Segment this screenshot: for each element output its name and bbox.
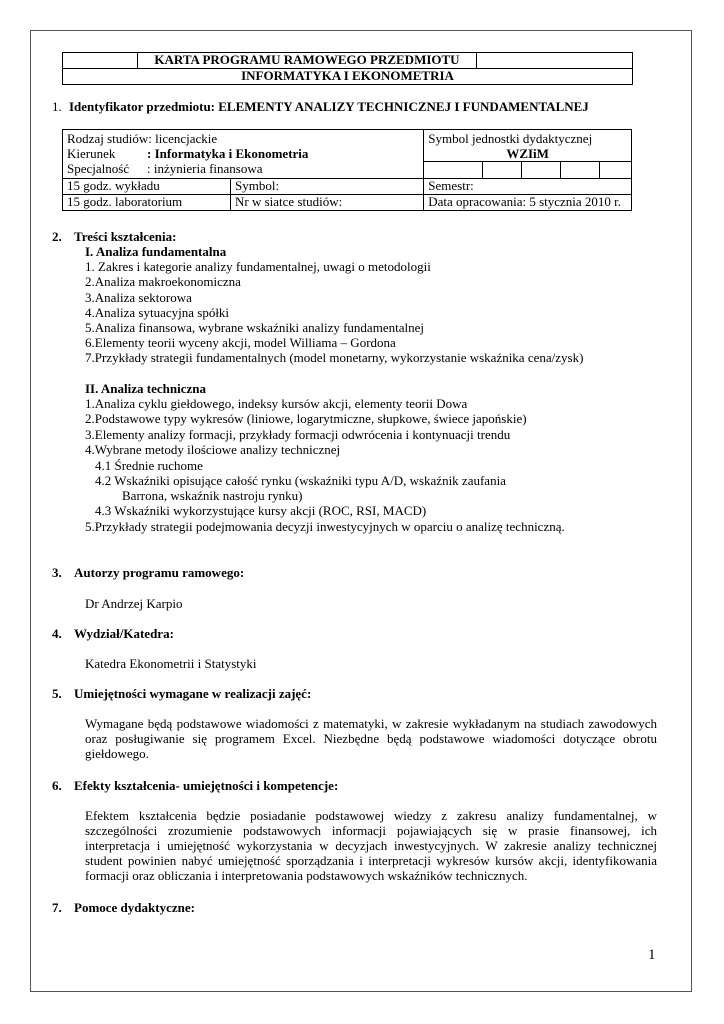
section-6-heading: [52, 778, 338, 794]
specjalnosc-label: Specjalność: [67, 161, 130, 176]
section-3-label: Autorzy programu ramowego:: [74, 565, 245, 580]
section-6-number: 6.: [52, 778, 62, 793]
date-field: Data opracowania: 5 stycznia 2010 r.: [424, 195, 632, 211]
list-subitem: 4.2 Wskaźniki opisujące całość rynku (wskaźniki typu A/D, wskaźnik zaufania: [95, 473, 506, 488]
header-blank-cell-right: [477, 53, 633, 69]
symbol-box: [483, 162, 522, 179]
study-info-cell: [63, 130, 424, 179]
symbol-box: [424, 162, 483, 179]
section-7-number: 7.: [52, 900, 62, 915]
outcomes-text: Efektem kształcenia będzie posiadanie podstawowej wiedzy z zakresu analizy fundamentalnej, w szczególności zrozumienie podstawowych informacji pojawiających się w prasie finansowej, ich interpretacja i umiejętność wykorzystania w decyzjach inwestycyjnych. W zakresie analizy technicznej student powinien nabyć umiejętność sporządzania i interpretacji wykresów kursów akcji, identyfikowania formacji oraz obliczania i interpretowania podstawowych wskaźników technicznych.: [85, 808, 657, 883]
part-2-title: II. Analiza techniczna: [85, 381, 206, 396]
hours-lecture: 15 godz. wykładu: [63, 179, 231, 195]
page-number: 1: [648, 947, 656, 963]
list-item: 2.Podstawowe typy wykresów (liniowe, logarytmiczne, słupkowe, świece japońskie): [85, 411, 527, 426]
rodzaj-studiow: Rodzaj studiów: licencjackie: [67, 131, 218, 146]
list-subitem: 4.3 Wskaźniki wykorzystujące kursy akcji (ROC, RSI, MACD): [95, 503, 427, 518]
authors-text: Dr Andrzej Karpio: [85, 596, 183, 611]
course-info-table: [62, 129, 632, 211]
requirements-text: Wymagane będą podstawowe wiadomości z matematyki, w zakresie wykładanym na studiach zawodowych oraz posługiwanie się programem Excel. Niezbędne będą podstawowe wiadomości dotyczące obrotu giełdowego.: [85, 716, 657, 761]
header-table: [62, 52, 633, 85]
list-subitem-continuation: Barrona, wskaźnik nastroju rynku): [122, 488, 303, 503]
list-item: 1.Analiza cyklu giełdowego, indeksy kursów akcji, elementy teorii Dowa: [85, 396, 468, 411]
section-2-heading: [52, 229, 176, 245]
part-1-title: I. Analiza fundamentalna: [85, 244, 227, 259]
header-title-2: INFORMATYKA I EKONOMETRIA: [63, 69, 633, 85]
section-2-label: Treści kształcenia:: [74, 229, 177, 244]
list-item: 7.Przykłady strategii fundamentalnych (model monetarny, wykorzystanie wskaźnika cena/zysk): [85, 350, 584, 365]
section-5-number: 5.: [52, 686, 62, 701]
section-3-heading: [52, 565, 244, 581]
section-6-label: Efekty kształcenia- umiejętności i kompetencje:: [74, 778, 339, 793]
specjalnosc-value: : inżynieria finansowa: [147, 161, 263, 176]
symbol-jednostki-label: Symbol jednostki dydaktycznej: [428, 131, 593, 146]
hours-lab: 15 godz. laboratorium: [63, 195, 231, 211]
section-3-number: 3.: [52, 565, 62, 580]
section-1-number: 1.: [52, 99, 62, 114]
symbol-jednostki-value: WZIiM: [506, 146, 549, 161]
list-item: 4.Analiza sytuacyjna spółki: [85, 305, 230, 320]
list-item: 1. Zakres i kategorie analizy fundamentalnej, uwagi o metodologii: [85, 259, 431, 274]
symbol-box: [522, 162, 561, 179]
kierunek-row: [67, 146, 419, 161]
department-text: Katedra Ekonometrii i Statystyki: [85, 656, 257, 671]
section-7-heading: [52, 900, 195, 916]
list-subitem: 4.1 Średnie ruchome: [95, 458, 203, 473]
list-item: 4.Wybrane metody ilościowe analizy technicznej: [85, 442, 341, 457]
section-5-heading: [52, 686, 311, 702]
list-item: 5.Przykłady strategii podejmowania decyzji inwestycyjnych w oparciu o analizę techniczną.: [85, 519, 565, 534]
list-item: 3.Elementy analizy formacji, przykłady formacji odwrócenia i kontynuacji trendu: [85, 427, 511, 442]
section-4-label: Wydział/Katedra:: [74, 626, 174, 641]
symbol-box: [600, 162, 632, 179]
section-5-label: Umiejętności wymagane w realizacji zajęć:: [74, 686, 312, 701]
list-item: 2.Analiza makroekonomiczna: [85, 274, 241, 289]
section-4-heading: [52, 626, 174, 642]
symbol-jednostki-cell: [424, 130, 632, 162]
section-7-label: Pomoce dydaktyczne:: [74, 900, 195, 915]
specjalnosc-row: [67, 161, 419, 176]
header-blank-cell: [63, 53, 138, 69]
section-1-heading: [52, 99, 589, 114]
symbol-field: Symbol:: [231, 179, 424, 195]
header-title-1: KARTA PROGRAMU RAMOWEGO PRZEDMIOTU: [138, 53, 477, 69]
section-2-number: 2.: [52, 229, 62, 244]
section-1-label: Identyfikator przedmiotu: ELEMENTY ANALIZY TECHNICZNEJ I FUNDAMENTALNEJ: [69, 99, 589, 114]
symbol-box: [561, 162, 600, 179]
list-item: 6.Elementy teorii wyceny akcji, model Williama – Gordona: [85, 335, 396, 350]
section-4-number: 4.: [52, 626, 62, 641]
kierunek-label: Kierunek: [67, 146, 116, 161]
grid-number-field: Nr w siatce studiów:: [231, 195, 424, 211]
list-item: 3.Analiza sektorowa: [85, 290, 192, 305]
list-item: 5.Analiza finansowa, wybrane wskaźniki analizy fundamentalnej: [85, 320, 424, 335]
semester-field: Semestr:: [424, 179, 632, 195]
kierunek-value: : Informatyka i Ekonometria: [147, 146, 309, 161]
